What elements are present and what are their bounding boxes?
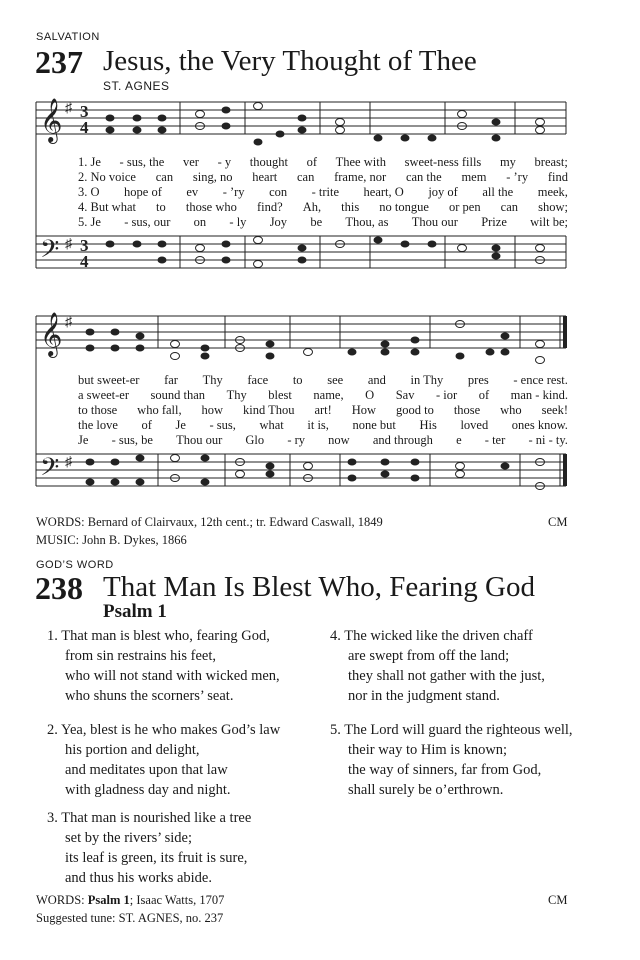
stanza — [47, 626, 280, 706]
lyric-syllable: sound than — [150, 388, 206, 402]
lyric-syllable: all the — [482, 185, 514, 199]
hymn237-category: SALVATION — [36, 31, 100, 43]
stanza-line: who shuns the scorners’ seat. — [65, 688, 234, 704]
lyric-syllable: Ah, — [302, 200, 322, 214]
lyric-syllable: 3. O — [78, 185, 100, 199]
hymn237-tune: ST. AGNES — [103, 79, 170, 93]
lyric-syllable: of — [306, 155, 317, 169]
lyric-syllable: - sus, — [209, 418, 236, 432]
lyric-syllable: meek, — [537, 185, 568, 199]
lyric-syllable: on — [193, 215, 207, 229]
lyric-syllable: see — [327, 373, 344, 387]
lyric-line — [78, 185, 568, 199]
lyric-syllable: Thou our — [176, 433, 223, 447]
lyric-line — [78, 433, 568, 447]
lyric-syllable: and — [367, 373, 386, 387]
lyric-syllable: can — [500, 200, 519, 214]
lyric-syllable: heart — [252, 170, 278, 184]
hymn237-number: 237 — [35, 44, 83, 80]
lyric-syllable: ver — [182, 155, 199, 169]
lyric-syllable: but sweet-er — [78, 373, 140, 387]
lyric-syllable: those — [453, 403, 481, 417]
lyric-syllable: 2. No voice — [78, 170, 136, 184]
lyric-syllable: far — [164, 373, 178, 387]
lyric-syllable: face — [247, 373, 269, 387]
lyric-syllable: Joy — [269, 215, 288, 229]
hymn238-category: GOD’S WORD — [36, 559, 114, 571]
lyric-syllable: the love — [78, 418, 118, 432]
hymn237-meter: CM — [548, 515, 568, 529]
hymn237-music-credit: MUSIC: John B. Dykes, 1866 — [36, 533, 187, 547]
lyric-syllable: seek! — [541, 403, 568, 417]
lyric-syllable: to those — [78, 403, 118, 417]
svg-text:3: 3 — [80, 102, 89, 121]
hymn238-number: 238 — [35, 570, 83, 606]
lyric-syllable: no tongue — [379, 200, 429, 214]
lyric-syllable: to — [156, 200, 166, 214]
hymn238-title: That Man Is Blest Who, Fearing God — [103, 571, 535, 603]
lyric-syllable: breast; — [534, 155, 568, 169]
stanza-line: their way to Him is known; — [348, 742, 508, 758]
stanza-line: its leaf is green, its fruit is sure, — [65, 850, 248, 866]
lyric-syllable: sing, no — [192, 170, 233, 184]
stanza-line: from sin restrains his feet, — [65, 648, 217, 664]
lyric-syllable: heart, O — [363, 185, 404, 199]
lyric-line — [78, 418, 568, 432]
lyric-syllable: and through — [372, 433, 433, 447]
lyric-syllable: or pen — [449, 200, 481, 214]
lyric-syllable: Je — [78, 433, 89, 447]
lyric-line — [78, 155, 568, 169]
lyric-syllable: 4. But what — [78, 200, 136, 214]
lyric-syllable: - ’ry — [222, 185, 245, 199]
lyric-syllable: e — [456, 433, 462, 447]
svg-text:♯: ♯ — [65, 315, 72, 330]
lyric-line — [78, 403, 568, 417]
treble-clef-icon: 𝄞 — [40, 98, 63, 142]
svg-text:3: 3 — [80, 236, 89, 255]
stanza-line: the way of sinners, far from God, — [348, 762, 542, 778]
lyric-syllable: sweet-ness fills — [404, 155, 482, 169]
bass-clef-icon: 𝄢 — [40, 235, 60, 270]
lyric-syllable: blest — [268, 388, 292, 402]
hymn238-tune-suggestion: Suggested tune: ST. AGNES, no. 237 — [36, 911, 224, 925]
lyric-line — [78, 373, 568, 387]
stanza-line: they shall not gather with the just, — [348, 668, 545, 684]
stanza-line: who will not stand with wicked men, — [65, 668, 280, 684]
lyric-syllable: 1. Je — [78, 155, 101, 169]
lyric-line — [78, 200, 568, 214]
lyric-syllable: be — [310, 215, 323, 229]
lyric-syllable: - ence rest. — [513, 373, 568, 387]
lyric-syllable: con — [269, 185, 288, 199]
lyric-syllable: those who — [185, 200, 237, 214]
lyric-syllable: His — [419, 418, 437, 432]
music-system-1 — [0, 0, 640, 300]
hymn238-meter: CM — [548, 893, 568, 907]
lyric-syllable: a sweet-er — [78, 388, 130, 402]
lyric-syllable: to — [292, 373, 303, 387]
svg-text:♯: ♯ — [65, 237, 72, 252]
lyric-syllable: none but — [352, 418, 396, 432]
lyric-syllable: wilt be; — [530, 215, 568, 229]
bass-clef-icon: 𝄢 — [40, 453, 60, 488]
stanza-line: his portion and delight, — [65, 742, 200, 758]
lyric-syllable: hope of — [124, 185, 162, 199]
lyric-line — [78, 388, 568, 402]
lyric-syllable: good to — [396, 403, 434, 417]
lyric-syllable: - sus, the — [119, 155, 165, 169]
lyric-syllable: - ’ry — [506, 170, 529, 184]
svg-text:♯: ♯ — [65, 101, 72, 116]
lyric-syllable: Thee with — [335, 155, 386, 169]
lyric-syllable: it is, — [307, 418, 329, 432]
lyric-syllable: find — [547, 170, 568, 184]
lyric-syllable: Sav — [395, 388, 415, 402]
stanza — [47, 720, 280, 800]
lyric-syllable: man - kind. — [510, 388, 568, 402]
lyric-syllable: who — [500, 403, 522, 417]
lyric-syllable: Thy — [226, 388, 247, 402]
lyric-syllable: 5. Je — [78, 215, 101, 229]
stanza-line: 2. Yea, blest is he who makes God’s law — [47, 722, 281, 738]
lyric-syllable: show; — [538, 200, 568, 214]
lyric-syllable: - ior — [435, 388, 458, 402]
lyric-syllable: name, — [313, 388, 344, 402]
lyric-syllable: art! — [314, 403, 332, 417]
lyric-syllable: who fall, — [137, 403, 182, 417]
lyric-syllable: ev — [186, 185, 199, 199]
lyric-syllable: ones know. — [511, 418, 568, 432]
stanza — [330, 626, 545, 706]
stanza-line: 3. That man is nourished like a tree — [47, 810, 252, 826]
lyric-line — [78, 215, 568, 229]
hymn237-words-credit: WORDS: Bernard of Clairvaux, 12th cent.; tr. Edward Caswall, 1849 — [36, 515, 383, 529]
lyric-syllable: frame, nor — [334, 170, 387, 184]
stanza-line: and thus his works abide. — [65, 870, 212, 886]
lyric-syllable: - ni - ty. — [528, 433, 568, 447]
lyric-syllable: kind Thou — [243, 403, 295, 417]
lyric-syllable: mem — [461, 170, 487, 184]
stanza-line: 5. The Lord will guard the righteous well, — [330, 722, 573, 738]
lyric-syllable: of — [478, 388, 490, 402]
lyric-syllable: Thy — [202, 373, 223, 387]
lyric-syllable: pres — [467, 373, 489, 387]
treble-clef-icon: 𝄞 — [40, 312, 63, 356]
lyric-syllable: joy of — [428, 185, 458, 199]
stanza — [47, 808, 251, 888]
lyric-syllable: Thou, as — [345, 215, 389, 229]
svg-text:♯: ♯ — [65, 455, 72, 470]
lyric-syllable: can the — [405, 170, 442, 184]
stanza-line: and meditates upon that law — [65, 762, 228, 778]
lyric-syllable: my — [499, 155, 516, 169]
lyric-syllable: - ly — [229, 215, 247, 229]
lyric-syllable: - sus, our — [124, 215, 171, 229]
stanza — [330, 720, 573, 800]
lyric-syllable: - trite — [311, 185, 340, 199]
svg-text:4: 4 — [80, 252, 89, 271]
lyric-syllable: - y — [217, 155, 232, 169]
hymn238-subtitle: Psalm 1 — [103, 601, 167, 622]
lyric-syllable: Thou our — [411, 215, 458, 229]
lyric-syllable: loved — [460, 418, 489, 432]
lyric-syllable: this — [341, 200, 360, 214]
lyric-syllable: - ter — [484, 433, 506, 447]
lyric-syllable: Glo — [245, 433, 265, 447]
stanza-line: nor in the judgment stand. — [348, 688, 500, 704]
lyric-syllable: - sus, be — [111, 433, 153, 447]
lyric-syllable: find? — [256, 200, 283, 214]
lyric-line — [78, 170, 568, 184]
lyric-syllable: can — [155, 170, 174, 184]
lyric-syllable: Prize — [481, 215, 507, 229]
lyric-syllable: of — [141, 418, 152, 432]
hymn237-title: Jesus, the Very Thought of Thee — [103, 45, 477, 77]
lyric-syllable: How — [351, 403, 377, 417]
lyric-syllable: thought — [249, 155, 288, 169]
lyric-syllable: in Thy — [410, 373, 444, 387]
stanza-line: are swept from off the land; — [348, 648, 510, 664]
hymn238-words-credit: WORDS: Psalm 1; Isaac Watts, 1707 — [36, 893, 225, 907]
lyric-syllable: can — [296, 170, 315, 184]
lyric-syllable: O — [365, 388, 375, 402]
stanza-line: shall surely be o’erthrown. — [348, 782, 504, 798]
lyric-syllable: now — [328, 433, 350, 447]
svg-text:4: 4 — [80, 118, 89, 137]
lyric-syllable: - ry — [287, 433, 306, 447]
stanza-line: with gladness day and night. — [65, 782, 231, 798]
lyric-syllable: how — [201, 403, 224, 417]
lyric-syllable: Je — [175, 418, 186, 432]
lyric-syllable: what — [259, 418, 284, 432]
stanza-line: 4. The wicked like the driven chaff — [330, 628, 533, 644]
stanza-line: set by the rivers’ side; — [65, 830, 192, 846]
stanza-line: 1. That man is blest who, fearing God, — [47, 628, 270, 644]
